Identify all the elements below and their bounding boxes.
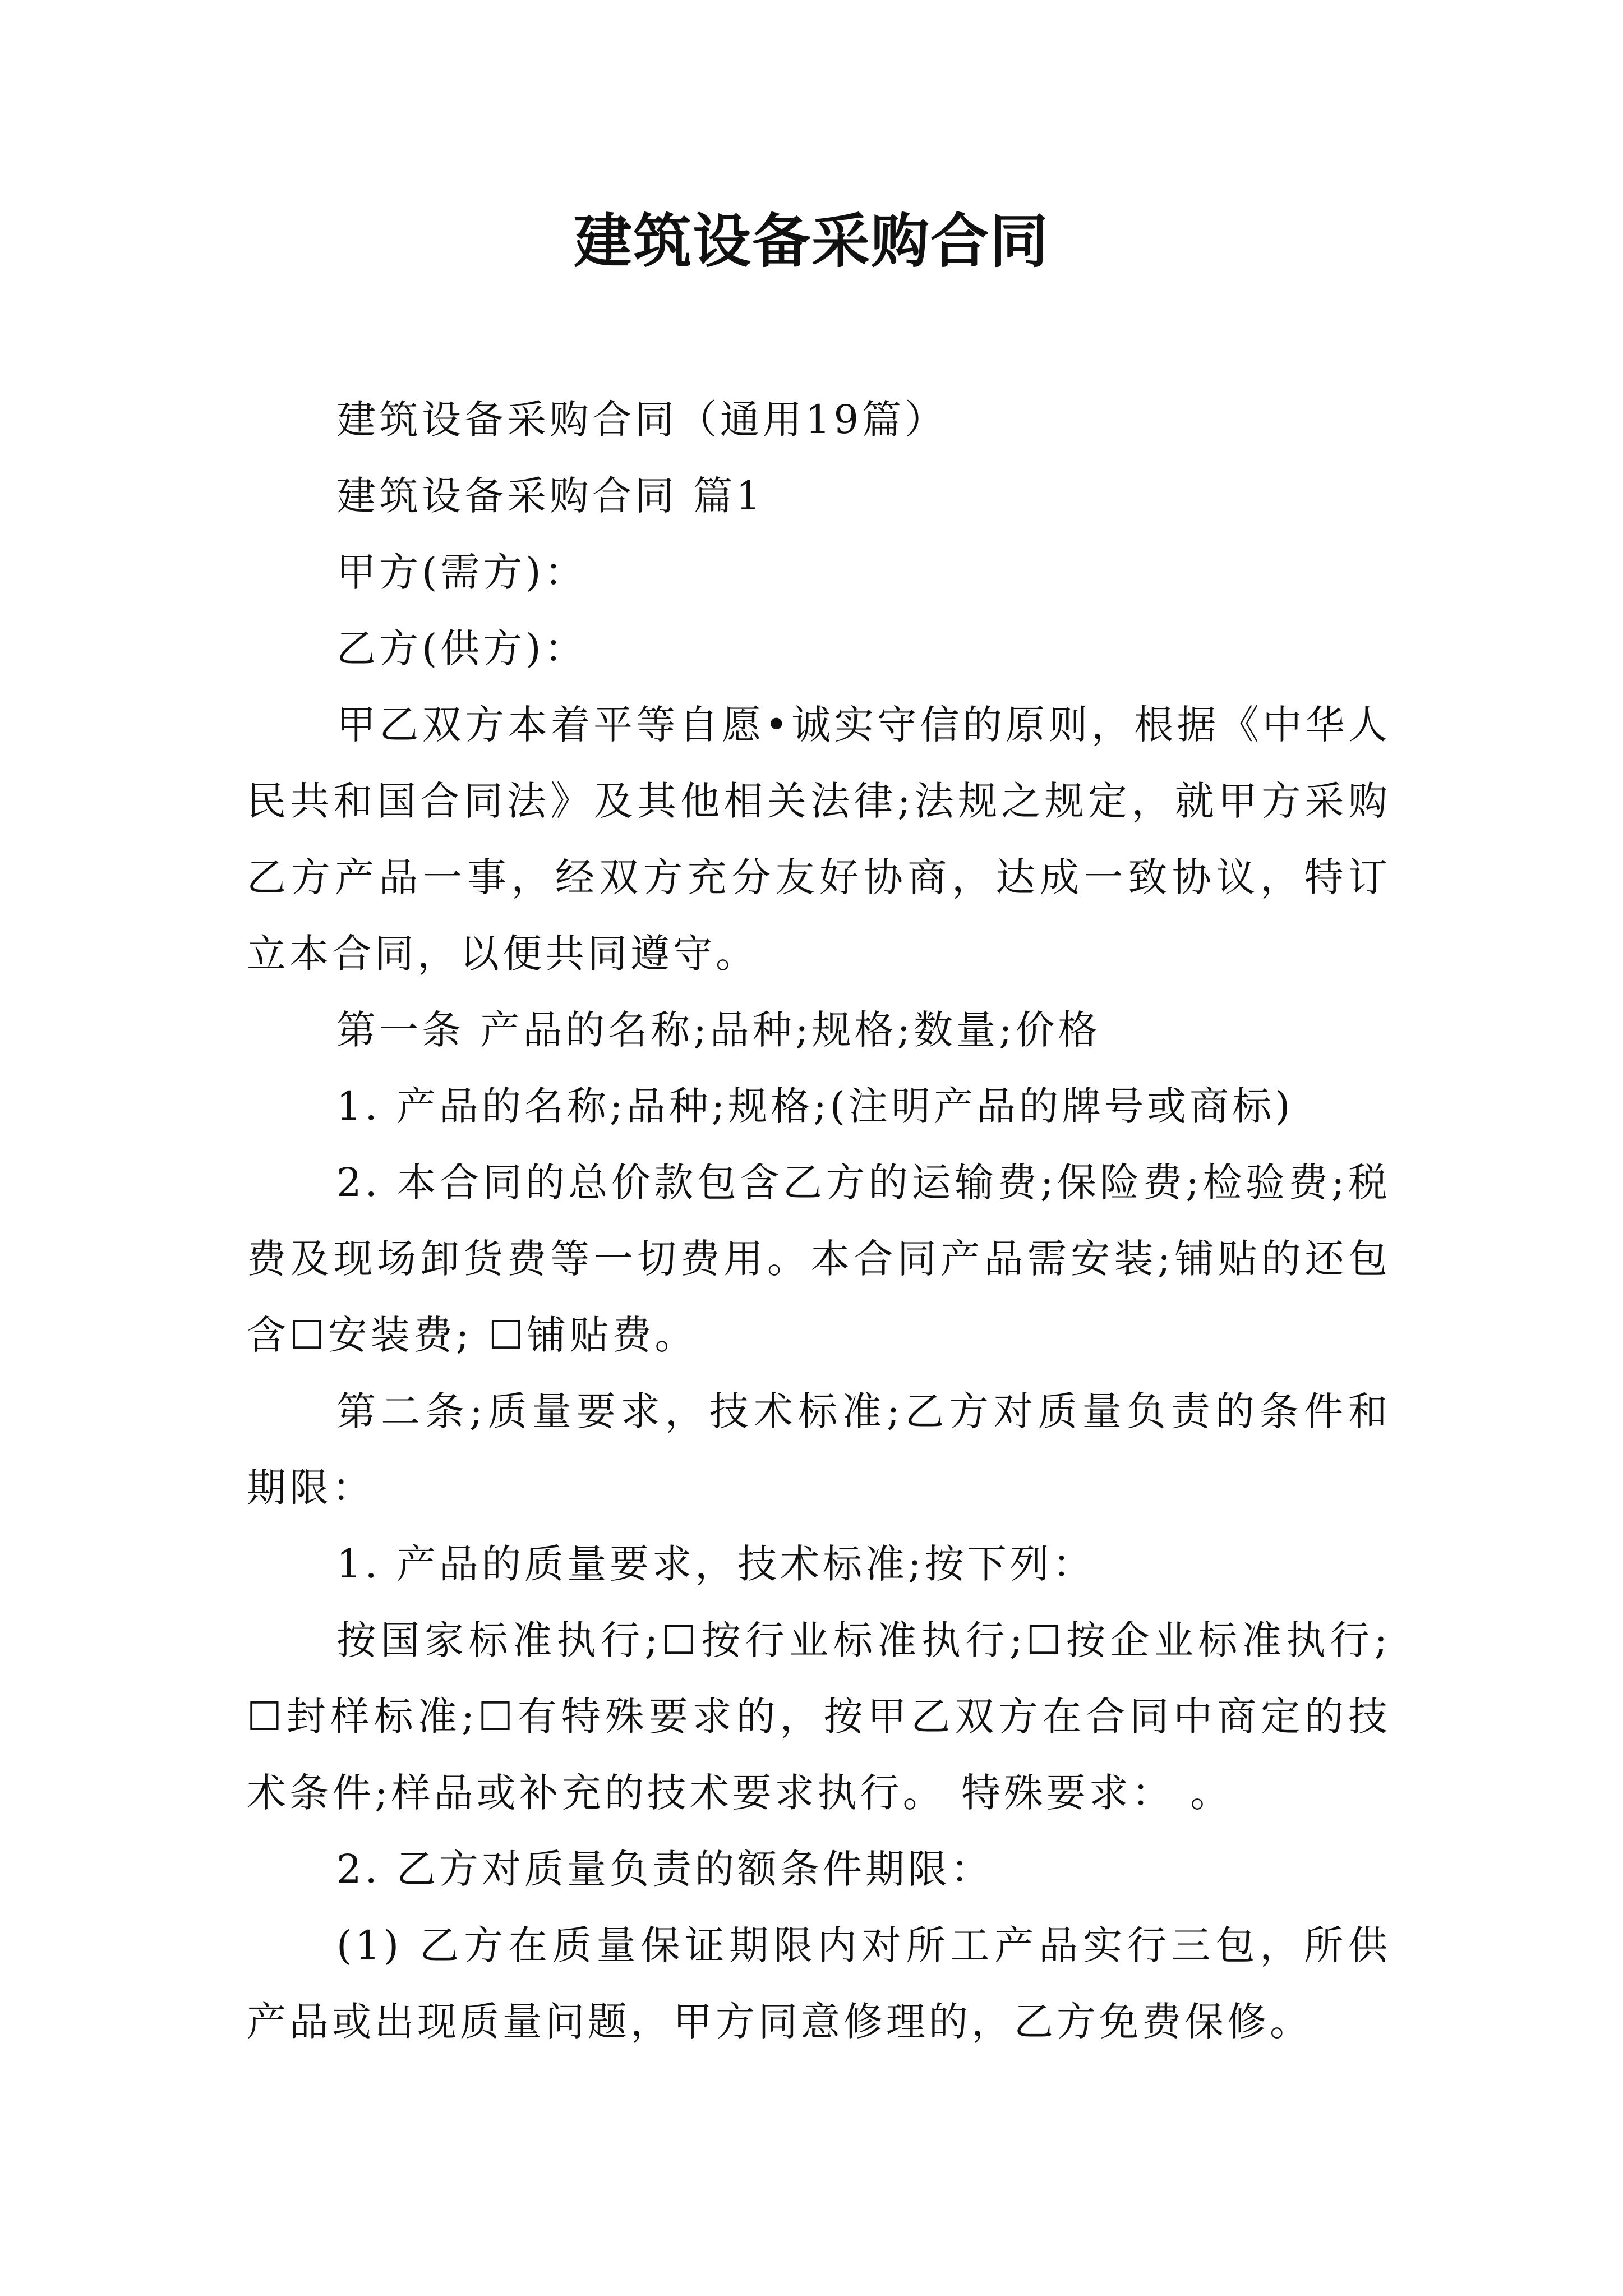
paragraph-preamble: 甲乙双方本着平等自愿•诚实守信的原则，根据《中华人民共和国合同法》及其他相关法律;法规之规定，就甲方采购乙方产品一事，经双方充分友好协商，达成一致协议，特订立本合同，以便共同遵守。 bbox=[247, 702, 1391, 977]
paragraph-article-2: 第二条;质量要求，技术标准;乙方对质量负责的条件和期限： bbox=[247, 1388, 1391, 1511]
paragraph-article-1: 第一条 产品的名称;品种;规格;数量;价格 bbox=[336, 1007, 1101, 1053]
paragraph-warranty: (1) 乙方在质量保证期限内对所工产品实行三包，所供产品或出现质量问题，甲方同意修理的，乙方免费保修。 bbox=[247, 1922, 1391, 2045]
paragraph-article-2-item-2: 2. 乙方对质量负责的额条件期限： bbox=[336, 1846, 994, 1892]
paragraph-party-a: 甲方(需方)： bbox=[336, 549, 587, 595]
document-title: 建筑设备采购合同 bbox=[573, 206, 1049, 275]
document-body bbox=[247, 381, 1391, 2060]
paragraph-article-2-item-1: 1. 产品的质量要求，技术标准;按下列： bbox=[336, 1541, 1095, 1587]
paragraph-standards: 按国家标准执行;☐按行业标准执行;☐按企业标准执行;☐封样标准;☐有特殊要求的，按甲乙双方在合同中商定的技术条件;样品或补充的技术要求执行。 特殊要求： 。 bbox=[247, 1617, 1391, 1816]
paragraph-article-1-item-1: 1. 产品的名称;品种;规格;(注明产品的牌号或商标) bbox=[336, 1083, 1294, 1129]
paragraph-party-b: 乙方(供方)： bbox=[336, 625, 587, 671]
paragraph-section-heading: 建筑设备采购合同 篇1 bbox=[336, 473, 764, 519]
paragraph-article-1-item-2: 2. 本合同的总价款包含乙方的运输费;保险费;检验费;税费及现场卸货费等一切费用。本合同产品需安装;铺贴的还包含☐安装费; ☐铺贴费。 bbox=[247, 1159, 1391, 1358]
paragraph-subtitle: 建筑设备采购合同（通用19篇） bbox=[336, 397, 948, 443]
